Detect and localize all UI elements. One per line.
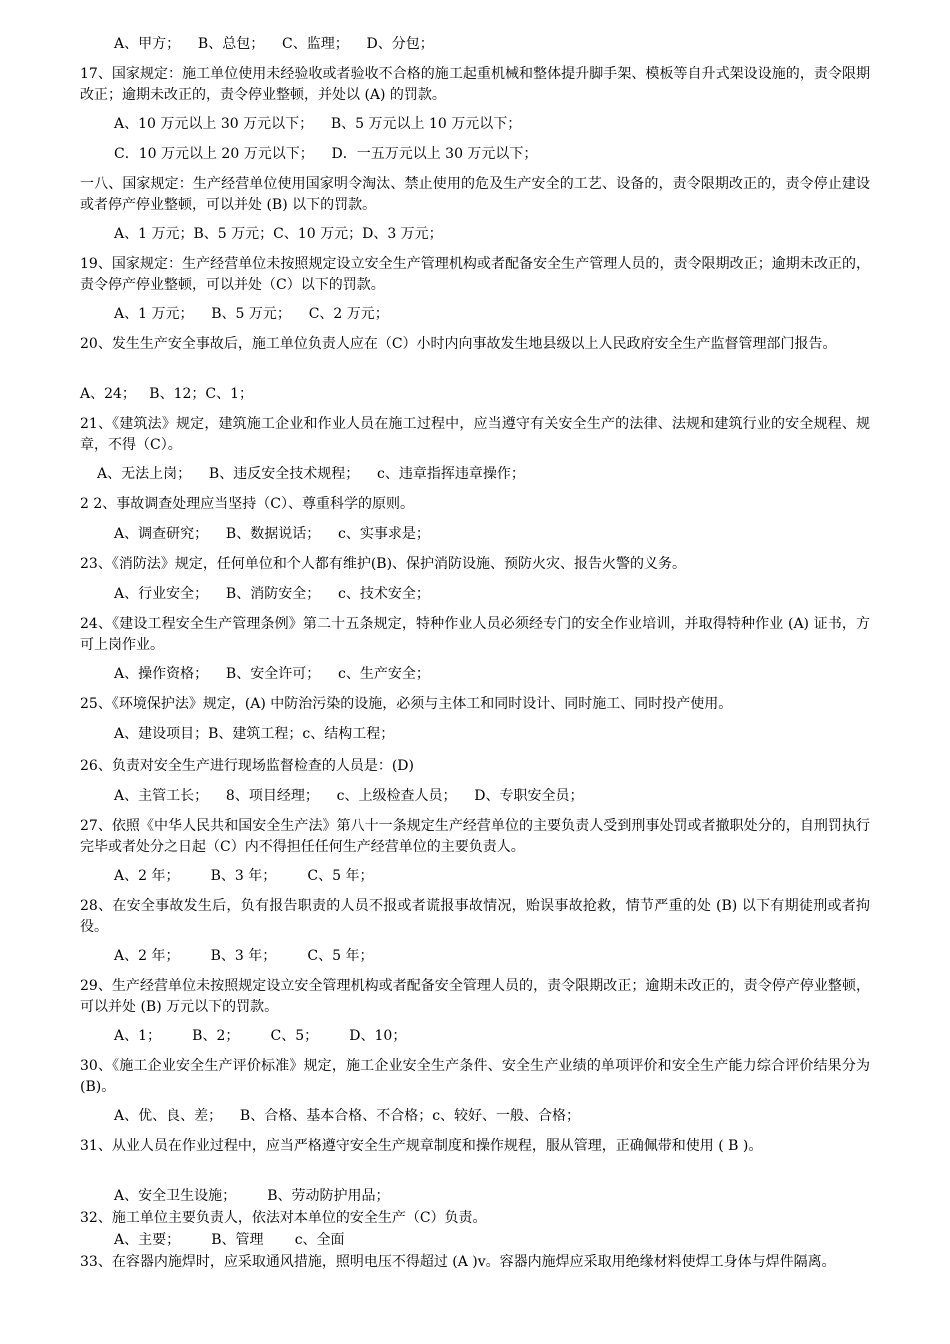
q19-options: A、1 万元； B、5 万元； C、2 万元； xyxy=(114,306,389,322)
q29-options: A、1； B、2； C、5； D、10； xyxy=(114,1028,407,1044)
q17-options-ab: A、10 万元以上 30 万元以下； B、5 万元以上 10 万元以下； xyxy=(114,116,522,132)
question-24: 24、《建设工程安全生产管理条例》第二十五条规定，特种作业人员必须经专门的安全作业培训，并取得特种作业 (A) 证书，方可上岗作业。 xyxy=(80,616,870,653)
question-17: 17、国家规定：施工单位使用未经验收或者验收不合格的施工起重机械和整体提升脚手架、模板等自升式架设设施的，责令限期改正；逾期未改正的，责令停业整顿，并处以 (A) 的罚款。 xyxy=(80,66,870,103)
q24-options: A、操作资格； B、安全许可； c、生产安全； xyxy=(114,666,430,682)
question-29: 29、生产经营单位未按照规定设立安全管理机构或者配备安全管理人员的，责令限期改正；逾期未改正的，责令停产停业整顿，可以并处 (B) 万元以下的罚款。 xyxy=(80,978,870,1015)
q23-options: A、行业安全； B、消防安全； c、技术安全； xyxy=(114,586,430,602)
q18-options: A、1 万元；B、5 万元；C、10 万元；D、3 万元； xyxy=(114,226,443,242)
question-31: 31、从业人员在作业过程中，应当严格遵守安全生产规章制度和操作规程，服从管理，正确佩带和使用 ( B )。 xyxy=(80,1138,763,1154)
q22-options: A、调查研究； B、数据说话； c、实事求是； xyxy=(114,526,430,542)
question-33: 33、在容器内施焊时，应采取通风措施，照明电压不得超过 (A )v。容器内施焊应采取用绝缘材料使焊工身体与焊件隔离。 xyxy=(80,1254,836,1270)
question-27: 27、依照《中华人民共和国安全生产法》第八十一条规定生产经营单位的主要负责人受到刑事处罚或者撤职处分的，自刑罚执行完毕或者处分之日起（C）内不得担任任何生产经营单位的主要负责人。 xyxy=(80,818,870,855)
question-23: 23、《消防法》规定，任何单位和个人都有维护(B)、保护消防设施、预防火灾、报告火警的义务。 xyxy=(80,556,687,572)
question-19: 19、国家规定：生产经营单位未按照规定设立安全生产管理机构或者配备安全生产管理人员的，责令限期改正；逾期未改正的，责令停产停业整顿，可以并处（C）以下的罚款。 xyxy=(80,256,870,293)
question-25: 25、《环境保护法》规定，(A) 中防治污染的设施，必须与主体工和同时设计、同时施工、同时投产使用。 xyxy=(80,696,733,712)
question-18: 一八、国家规定：生产经营单位使用国家明令淘汰、禁止使用的危及生产安全的工艺、设备的，责令限期改正的，责令停止建设或者停产停业整顿，可以并处 (B) 以下的罚款。 xyxy=(80,176,870,213)
q32-options: A、主要； B、管理 c、全面 xyxy=(114,1232,345,1248)
q28-options: A、2 年； B、3 年； C、5 年； xyxy=(114,948,374,964)
question-22: 2 2、事故调查处理应当坚持（C）、尊重科学的原则。 xyxy=(80,496,414,512)
q26-options: A、主管工长； 8、项目经理； c、上级检查人员； D、专职安全员； xyxy=(114,788,584,804)
question-21: 21、《建筑法》规定，建筑施工企业和作业人员在施工过程中，应当遵守有关安全生产的法律、法规和建筑行业的安全规程、规章，不得（C）。 xyxy=(80,416,870,453)
q16-options: A、甲方； B、总包； C、监理； D、分包； xyxy=(114,36,434,52)
q21-options: A、无法上岗； B、违反安全技术规程； c、违章指挥违章操作； xyxy=(97,466,525,482)
q30-options: A、优、良、差； B、合格、基本合格、不合格；c、较好、一般、合格； xyxy=(114,1108,581,1124)
question-20: 20、发生生产安全事故后，施工单位负责人应在（C）小时内向事故发生地县级以上人民政府安全生产监督管理部门报告。 xyxy=(80,336,837,352)
q17-options-cd: C．10 万元以上 20 万元以下； D．一五万元以上 30 万元以下； xyxy=(114,146,538,162)
question-30: 30、《施工企业安全生产评价标准》规定，施工企业安全生产条件、安全生产业绩的单项评价和安全生产能力综合评价结果分为 (B)。 xyxy=(80,1058,870,1095)
q25-options: A、建设项目；B、建筑工程；c、结构工程； xyxy=(114,726,395,742)
question-26: 26、负责对安全生产进行现场监督检查的人员是：(D) xyxy=(80,758,414,774)
question-32: 32、施工单位主要负责人，依法对本单位的安全生产（C）负责。 xyxy=(80,1210,487,1226)
question-28: 28、在安全事故发生后，负有报告职责的人员不报或者谎报事故情况，贻误事故抢救，情节严重的处 (B) 以下有期徒刑或者拘役。 xyxy=(80,898,870,935)
q27-options: A、2 年； B、3 年； C、5 年； xyxy=(114,868,374,884)
q20-options: A、24； B、12；C、1； xyxy=(80,386,253,402)
q31-options: A、安全卫生设施； B、劳动防护用品； xyxy=(114,1188,390,1204)
